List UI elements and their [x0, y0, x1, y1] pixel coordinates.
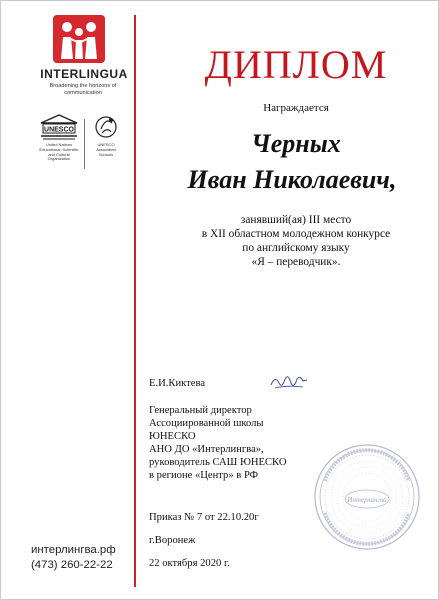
brand-tagline: Broadening the horizons of communication: [49, 83, 117, 96]
desc-contest: в XII областном молодежном конкурсе: [201, 228, 391, 240]
diploma-title: ДИПЛОМ: [204, 42, 388, 87]
signatory-title-3: ЮНЕСКО: [149, 431, 196, 442]
associated-schools-icon: [92, 113, 120, 141]
interlingua-people-icon: [53, 15, 105, 63]
recipient-surname: Черных: [251, 129, 341, 158]
website-link[interactable]: интерлингва.рф: [31, 544, 116, 556]
unesco-temple-icon: [37, 113, 81, 141]
order-city: г.Воронеж: [149, 535, 196, 546]
award-description: [161, 213, 431, 269]
desc-contest-name: «Я – переводчик».: [251, 256, 341, 268]
unesco-separator: [84, 119, 85, 169]
unesco-wordmark: UNESCO: [44, 126, 74, 134]
brand-name: INTERLINGUA: [40, 67, 128, 81]
order-date: 22 октября 2020 г.: [149, 558, 230, 569]
signatory-title-6: в регионе «Центр» в РФ: [149, 470, 259, 481]
red-divider-line: [134, 15, 136, 587]
awarded-label: Награждается: [263, 102, 329, 114]
signatory-title-1: Генеральный директор: [149, 405, 252, 416]
desc-place: занявший(ая) III место: [240, 214, 352, 226]
recipient-given-names: Иван Николаевич,: [187, 165, 397, 194]
unesco-schools-caption: UNESCO Associated Schools: [96, 142, 116, 157]
order-number: Приказ № 7 от 22.10.20г: [149, 512, 259, 523]
order-block: [149, 511, 389, 580]
signatory-title-2: Ассоциированной школы: [149, 418, 264, 429]
desc-subject: по английскому языку: [242, 242, 350, 254]
unesco-org-caption: United Nations Educational, Scientific and Cultural Organization: [39, 142, 79, 162]
contacts-block: [31, 543, 131, 573]
signatory-title-5: руководитель САШ ЮНЕСКО: [149, 457, 287, 468]
unesco-logos: [37, 113, 123, 173]
signatory-name: Е.И.Киктева: [149, 378, 206, 389]
signatory-title-4: АНО ДО «Интерлингва»,: [149, 444, 264, 455]
phone-number: (473) 260-22-22: [31, 559, 113, 571]
stamp-center-text: Интерлингва: [347, 496, 387, 504]
